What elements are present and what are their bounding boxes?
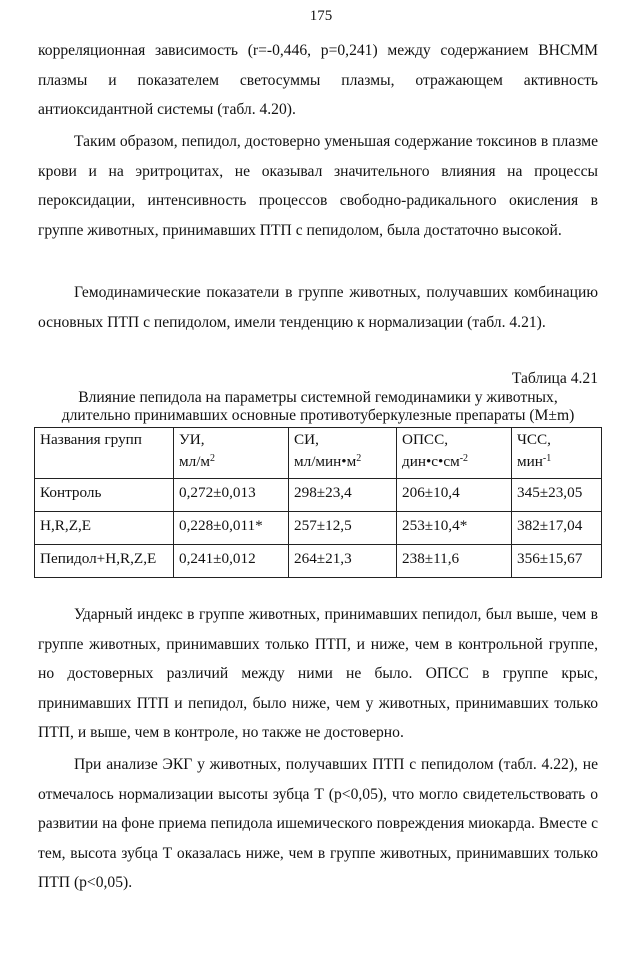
table-cell: Пепидол+H,R,Z,E bbox=[35, 545, 174, 578]
table-cell: 264±21,3 bbox=[289, 545, 397, 578]
table-cell: 0,272±0,013 bbox=[174, 479, 289, 512]
table-header-row bbox=[35, 428, 602, 479]
table-cell: 0,228±0,011* bbox=[174, 512, 289, 545]
paragraph-hemodynamics: Гемодинамические показатели в группе животных, получавших комбинацию основных ПТП с пепидолом, имели тенденцию к нормализации (табл. 4.21). bbox=[38, 284, 598, 331]
table-row bbox=[35, 512, 602, 545]
paragraph-ecg: При анализе ЭКГ у животных, получавших ПТП с пепидолом (табл. 4.22), не отмечалось нормализации высоты зубца Т (p<0,05), что могло свидетельствовать о развитии на фоне приема пепидола ишемического повреждения миокарда. Вместе с тем, высота зубца Т оказалась ниже, чем в группе животных, принимавших только ПТП (p<0,05). bbox=[38, 756, 598, 891]
table-cell: 257±12,5 bbox=[289, 512, 397, 545]
header-opss bbox=[397, 428, 512, 479]
header-si bbox=[289, 428, 397, 479]
header-label: Названия групп bbox=[40, 431, 142, 448]
paragraph-correlation: корреляционная зависимость (r=-0,446, p=0,241) между содержанием ВНСММ плазмы и показателем светосуммы плазмы, отражающем активность антиоксидантной системы (табл. 4.20). bbox=[38, 42, 598, 118]
header-label: ОПСС, bbox=[402, 431, 448, 448]
header-unit: $дин•с•см^{-2}$ bbox=[402, 453, 469, 470]
header-unit: $мл/м^2$ bbox=[179, 453, 216, 470]
table-caption bbox=[38, 389, 598, 425]
header-label: ЧСС, bbox=[517, 431, 551, 448]
header-group-names bbox=[35, 428, 174, 479]
table-cell: 0,241±0,012 bbox=[174, 545, 289, 578]
table-cell: 253±10,4* bbox=[397, 512, 512, 545]
table-caption-line-2: длительно принимавших основные противотуберкулезные препараты (M±m) bbox=[61, 407, 575, 424]
table-cell: 356±15,67 bbox=[512, 545, 602, 578]
page-number: 175 bbox=[309, 8, 333, 24]
header-unit: мин$^{-1}$ bbox=[517, 453, 552, 470]
table-row bbox=[35, 479, 602, 512]
table-caption-line-1: Влияние пепидола на параметры системной гемодинамики у животных, bbox=[78, 389, 558, 406]
table-row bbox=[35, 545, 602, 578]
header-label: УИ, bbox=[179, 431, 205, 448]
table-cell: 345±23,05 bbox=[512, 479, 602, 512]
paragraph-stroke-index: Ударный индекс в группе животных, принимавших пепидол, был выше, чем в группе животных, принимавших только ПТП, и ниже, чем в контрольной группе, но достоверных различий между ними не было. ОПСС в группе крыс, принимавших ПТП и пепидол, было ниже, чем у животных, принимавших только ПТП, и выше, чем в контроле, но также не достоверно. bbox=[38, 606, 598, 741]
table-cell: 382±17,04 bbox=[512, 512, 602, 545]
table-cell: Контроль bbox=[35, 479, 174, 512]
table-cell: 298±23,4 bbox=[289, 479, 397, 512]
table-cell: H,R,Z,E bbox=[35, 512, 174, 545]
header-chss bbox=[512, 428, 602, 479]
hemodynamics-table bbox=[34, 427, 602, 578]
table-cell: 238±11,6 bbox=[397, 545, 512, 578]
header-label: СИ, bbox=[294, 431, 319, 448]
header-unit: $мл/мин•м^2$ bbox=[294, 453, 362, 470]
header-ui bbox=[174, 428, 289, 479]
paragraph-conclusion: Таким образом, пепидол, достоверно уменьшая содержание токсинов в плазме крови и на эритроцитах, не оказывал значительного влияния на процессы пероксидации, интенсивность процессов свободно-радикального окисления в группе животных, принимавших ПТП с пепидолом, была достаточно высокой. bbox=[38, 133, 598, 239]
table-cell: 206±10,4 bbox=[397, 479, 512, 512]
table-number: Таблица 4.21 bbox=[511, 370, 598, 387]
